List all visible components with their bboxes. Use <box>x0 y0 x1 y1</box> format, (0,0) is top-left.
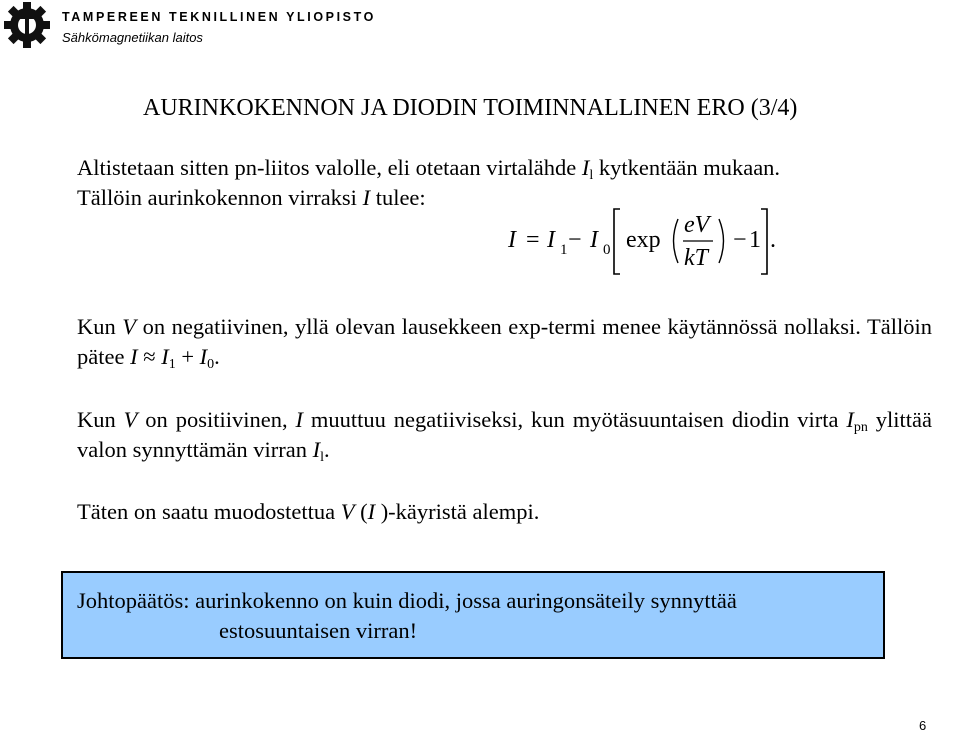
paragraph-intro <box>77 153 932 213</box>
paragraph-negative-v: Kun V on negatiivinen, yllä olevan lausekkeen exp-termi menee käytännössä nollaksi. Tällöin pätee $I \approx I_1 + I_0$. <box>77 314 933 372</box>
university-name: TAMPEREEN TEKNILLINEN YLIOPISTO <box>62 10 376 24</box>
conclusion-line-2: estosuuntaisen virran! <box>219 618 418 643</box>
university-logo-icon <box>4 2 50 48</box>
paragraph-summary: Täten on saatu muodostettua V (I )-käyristä alempi. <box>77 499 540 524</box>
conclusion-box <box>61 571 885 659</box>
department-name: Sähkömagnetiikan laitos <box>62 30 203 45</box>
intro-line-1: Altistetaan sitten pn-liitos valolle, eli otetaan virtalähde $I_l$ kytkentään mukaan. <box>77 155 781 183</box>
intro-line-2: Tällöin aurinkokennon virraksi I tulee: <box>77 185 426 210</box>
conclusion-line-1: Johtopäätös: aurinkokenno on kuin diodi, jossa auringonsäteily synnyttää <box>77 588 737 613</box>
slide-title: AURINKOKENNON JA DIODIN TOIMINNALLINEN ERO (3/4) <box>143 95 798 121</box>
paragraph-positive-v: Kun V on positiivinen, I muuttuu negatiiviseksi, kun myötäsuuntaisen diodin virta $I_{pn}$ ylittää valon synnyttämän virran $I_l$. <box>77 407 932 465</box>
header <box>0 0 960 60</box>
page-number: 6 <box>919 718 927 733</box>
